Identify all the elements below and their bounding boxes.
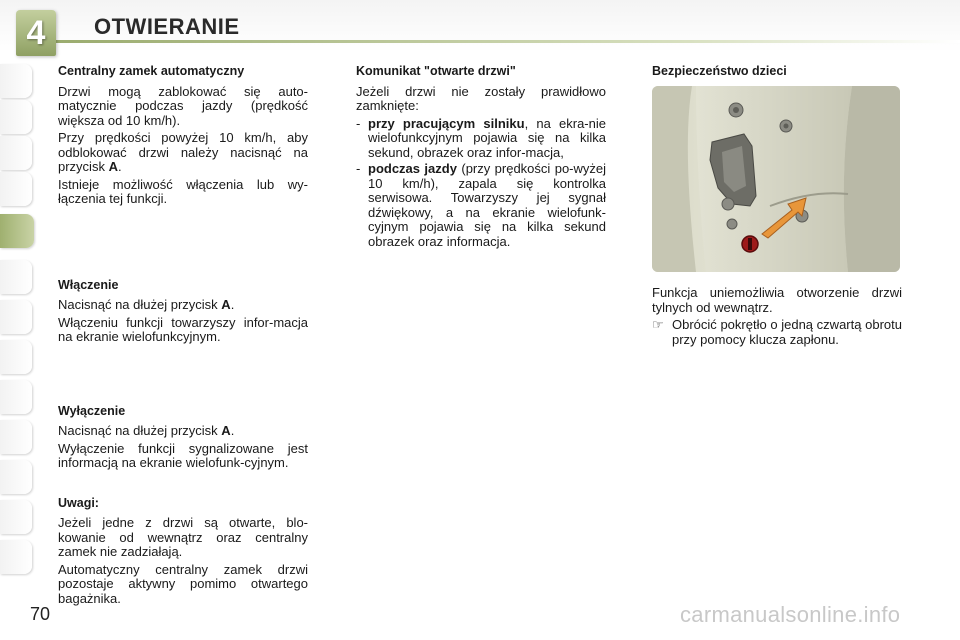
- side-tab-12[interactable]: [0, 500, 32, 534]
- paragraph: Funkcja uniemożliwia otworzenie drzwi tylnych od wewnątrz.: [652, 285, 902, 315]
- button-ref: A: [221, 423, 231, 438]
- list-text: [368, 162, 606, 249]
- instruction-text: Obrócić pokrętło o jedną czwartą obrotu przy pomocy klucza zapłonu.: [672, 317, 902, 347]
- column-right: [652, 64, 902, 85]
- hand-pointer-icon: ☞: [652, 317, 664, 332]
- side-tab-active[interactable]: [0, 214, 34, 248]
- paragraph: Włączeniu funkcji towarzyszy infor-macja na ekranie wielofunkcyjnym.: [58, 314, 308, 344]
- text: Nacisnąć na dłużej przycisk: [58, 423, 222, 438]
- side-tab-9[interactable]: [0, 380, 32, 414]
- bold-text: podczas jazdy: [368, 161, 457, 176]
- chapter-number: 4: [26, 13, 46, 52]
- column-middle: [356, 64, 606, 251]
- page-number: 70: [30, 604, 51, 624]
- side-tab-4[interactable]: [0, 172, 32, 206]
- text: .: [230, 297, 235, 312]
- side-tab-7[interactable]: [0, 300, 32, 334]
- text: .: [117, 159, 122, 174]
- dash-marker: -: [356, 115, 361, 131]
- bold-text: przy pracującym silniku: [368, 115, 525, 131]
- paragraph: Jeżeli drzwi nie zostały prawidłowo zamknięte:: [356, 83, 606, 113]
- chapter-tab: [16, 10, 56, 56]
- side-tab-13[interactable]: [0, 540, 32, 574]
- list-text: [368, 117, 606, 161]
- column-right-text: [652, 286, 902, 349]
- chapter-divider: [56, 40, 960, 43]
- text: .: [230, 423, 235, 438]
- paragraph: [58, 298, 308, 313]
- door-edge-illustration: [652, 86, 900, 272]
- paragraph: Wyłączenie funkcji sygnalizowane jest informacją na ekranie wielofunk-cyjnym.: [58, 440, 308, 470]
- side-tab-3[interactable]: [0, 136, 32, 170]
- side-tab-2[interactable]: [0, 100, 32, 134]
- instruction-item: [652, 318, 902, 347]
- side-tab-8[interactable]: [0, 340, 32, 374]
- paragraph: Drzwi mogą zablokować się auto-matycznie podczas jazdy (prędkość większa od 10 km/h).: [58, 83, 308, 128]
- section-title: Włączenie: [58, 277, 119, 292]
- section-title: Centralny zamek automatyczny: [58, 64, 245, 78]
- paragraph: [58, 424, 308, 439]
- side-tab-10[interactable]: [0, 420, 32, 454]
- text: Przy prędkości powyżej 10 km/h, aby odblokować drzwi należy nacisnąć na przycisk: [58, 130, 308, 174]
- paragraph: Jeżeli jedne z drzwi są otwarte, blo-kowanie od wewnątrz oraz centralny zamek nie zadziałają.: [58, 515, 308, 559]
- section-title: Uwagi:: [58, 495, 99, 510]
- section-title: Wyłączenie: [58, 403, 126, 418]
- side-tab-1[interactable]: [0, 64, 32, 98]
- section-title: Bezpieczeństwo dzieci: [652, 64, 787, 78]
- watermark: carmanualsonline.info: [680, 602, 901, 627]
- button-ref: A: [221, 297, 231, 312]
- paragraph: Automatyczny centralny zamek drzwi pozostaje aktywny pomimo otwartego bagażnika.: [58, 561, 308, 606]
- column-left: [58, 64, 308, 609]
- side-tab-11[interactable]: [0, 460, 32, 494]
- side-tab-strip: [0, 64, 34, 576]
- chapter-title: OTWIERANIE: [94, 14, 240, 39]
- button-ref: A: [108, 159, 118, 174]
- list-item: [356, 117, 606, 161]
- dash-marker: -: [356, 161, 361, 176]
- side-tab-6[interactable]: [0, 260, 32, 294]
- child-lock-photo: [652, 86, 900, 272]
- text: (przy prędkości po-wyżej 10 km/h), zapala się kontrolka serwisowa. Towarzyszy jej sygnał dźwiękowy, a na ekranie wielofunk-cyjnym pojawia się na kilka sekund obrazek oraz informacja.: [368, 161, 607, 249]
- section-title: Komunikat "otwarte drzwi": [356, 64, 516, 78]
- list-item: [356, 162, 606, 249]
- paragraph: [58, 131, 308, 175]
- paragraph: Istnieje możliwość włączenia lub wy-łączenia tej funkcji.: [58, 176, 308, 206]
- text: Nacisnąć na dłużej przycisk: [58, 297, 222, 312]
- text: , na ekra-nie wielofunkcyjnym pojawia się na kilka sekund, obrazek oraz infor-macja,: [368, 115, 606, 160]
